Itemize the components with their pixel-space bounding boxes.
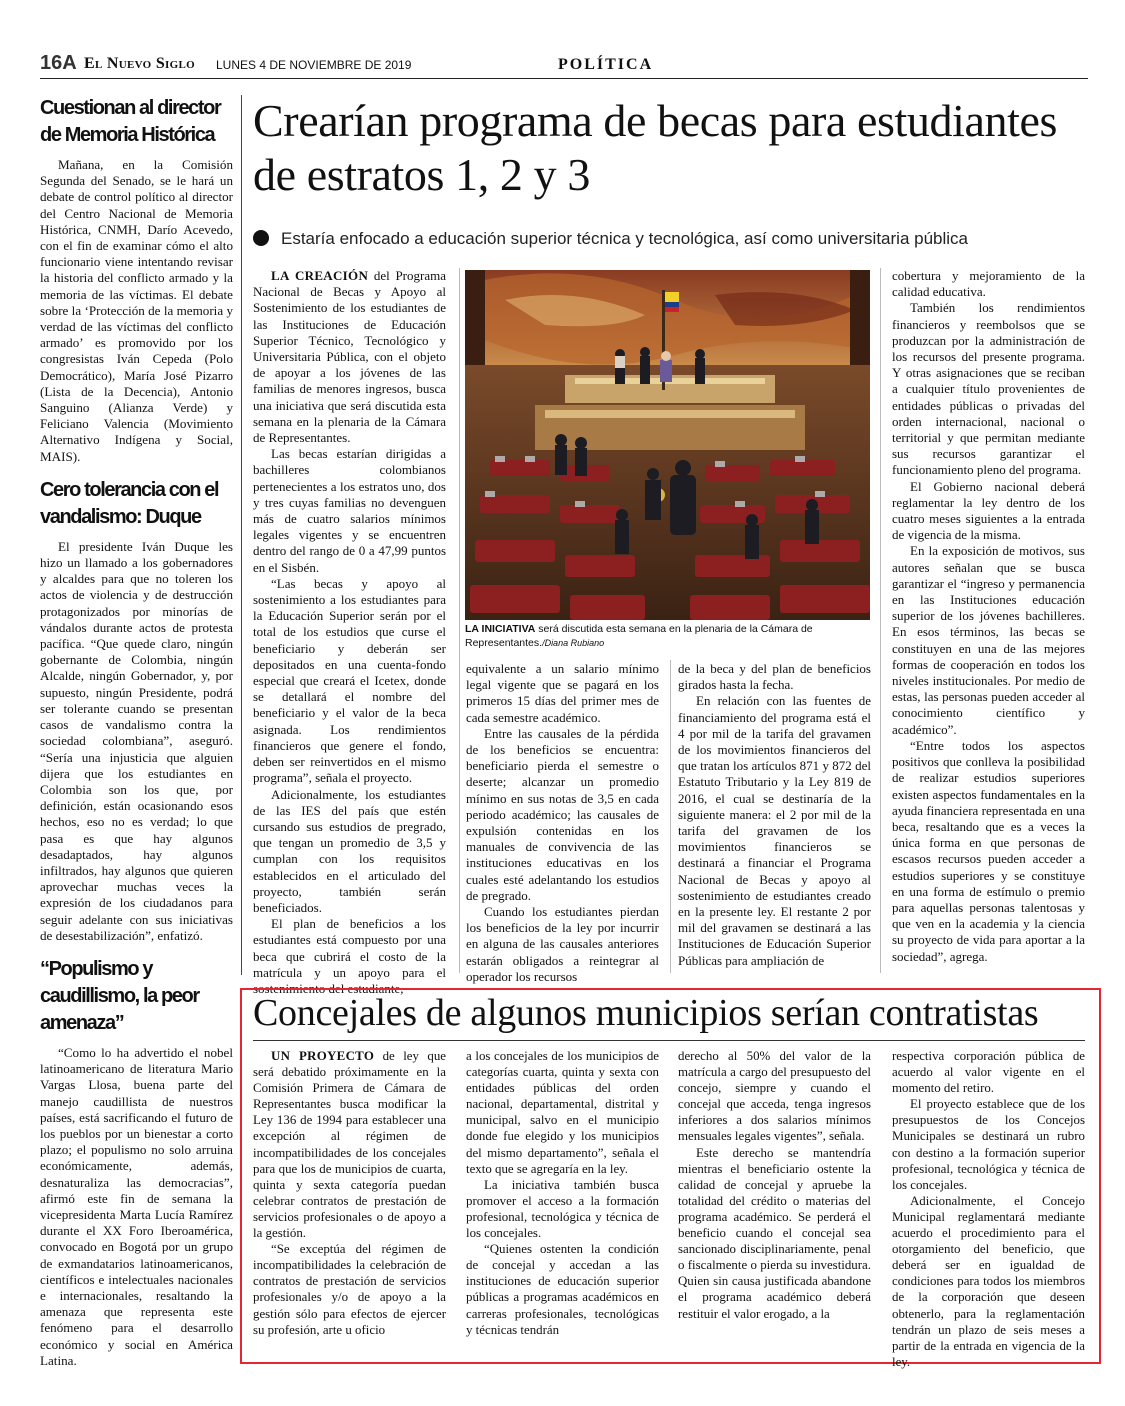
brief-headline: Cero tolerancia con el vandalismo: Duque bbox=[40, 478, 219, 528]
main-column-2 bbox=[466, 661, 659, 985]
photo-credit: /Diana Rubiano bbox=[542, 637, 605, 648]
paragraph: de ley que será debatido próximamente en la Comisión Primera de Cámara de Representantes busca modificar la Ley 136 de 1994 para establecer una excepción al régimen de incompatibilidades de los concejales para que los de municipios de cuarta, quinta y sexta categoría puedan celebrar contratos de prestación de servicios profesionales o de apoyo a la gestión. bbox=[253, 1049, 446, 1241]
brief bbox=[40, 956, 233, 1369]
lead-in: LA CREACIÓN bbox=[271, 268, 369, 283]
brief bbox=[40, 95, 233, 465]
main-deck bbox=[253, 229, 1088, 249]
paragraph: derecho al 50% del valor de la matrícula a cargo del presupuesto del concejo, siempre y cuando el concejal que acceda, tenga ingresos inferiores a dos salarios mínimos mensuales legales vigentes”, señala. bbox=[678, 1049, 871, 1144]
issue-date: LUNES 4 DE NOVIEMBRE DE 2019 bbox=[216, 58, 412, 72]
paragraph: También los rendimientos financieros y reembolsos que se produzcan por la administración de los recursos del presente programa. Y otras asignaciones que se reciban a cualquier título provenientes de entidades públicas o privadas del orden internacional, nacional o territorial y que permitan mediante sus recursos garantizar el funcionamiento pleno del programa. bbox=[892, 300, 1085, 478]
brief-headline: “Populismo y caudillismo, la peor amenaza” bbox=[40, 957, 199, 1034]
box-column-4 bbox=[892, 1048, 1085, 1370]
brief-body: Mañana, en la Comisión Segunda del Senado, se le hará un debate de control político al director del Centro Nacional de Memoria Histórica, CNMH, Darío Acevedo, con el fin de examinar cómo el alto funcionario viene intentando revisar la historia del conflicto armado y la memoria de las víctimas. El debate sobre la ‘Protección de la memoria y verdad de las víctimas del conflicto armado’ es promovido por los congresistas Iván Cepeda (Polo Democrático), María José Pizarro (Lista de la Decencia), Antonio Sanguino (Alianza Verde) y Feliciano Valencia (Movimiento Alternativo Indígena y Social, MAIS). bbox=[40, 157, 233, 464]
page-header bbox=[40, 52, 1088, 79]
paragraph: de la beca y del plan de beneficios girados hasta la fecha. bbox=[678, 661, 871, 693]
box-headline: Concejales de algunos municipios serían contratistas bbox=[253, 992, 1039, 1034]
paragraph: Adicionalmente, los estudiantes de las IES del país que estén cursando sus estudios de pregrado, que tengan un promedio de 3,5 y cumplan con los requisitos establecidos en el articulado del proyecto, también serán beneficiados. bbox=[253, 786, 446, 915]
box-column-3 bbox=[678, 1048, 871, 1322]
paragraph: Entre las causales de la pérdida de los beneficios se encuentra: beneficiario pierda el semestre o deserte; alcanzar un promedio mínimo en sus notas de 3,5 en cada periodo académico; las causales de expulsión contenidas en los manuales de convivencia de las instituciones educativas en los cuales esté adelantando los estudios de pregrado. bbox=[466, 725, 659, 903]
caption-lead: LA INICIATIVA bbox=[465, 623, 536, 635]
paragraph: “Entre todos los aspectos positivos que conlleva la posibilidad de realizar estudios superiores existen aspectos fundamentales en la ayuda financiera representada en una beca, resaltando que es a veces la única forma en que personas de escasos recursos pueden acceder a estudios superiores y se constituye en una forma de estímulo o premio para aquellas personas talentosas y que ven en la academia y la ciencia su proyecto de vida para aportar a la sociedad”, agrega. bbox=[892, 737, 1085, 964]
paragraph: Las becas estarían dirigidas a bachilleres colombianos pertenecientes a los estratos uno, dos y tres cuyas familias no devenguen más de cuatro salarios mínimos legales vigentes y se encuentren dentro del rango de 0 a 47,99 puntos en el Sisbén. bbox=[253, 446, 446, 575]
main-column-3 bbox=[678, 661, 871, 969]
paragraph: El plan de beneficios a los estudiantes está compuesto por una beca que cubrirá el costo de la matrícula y un apoyo para el sostenimiento del estudiante, bbox=[253, 916, 446, 996]
section-name: POLÍTICA bbox=[558, 56, 654, 73]
brief-headline: Cuestionan al director de Memoria Histórica bbox=[40, 97, 221, 146]
column-divider bbox=[880, 268, 881, 973]
paragraph: a los concejales de los municipios de categorías cuarta, quinta y sexta con entidades públicas del orden nacional, departamental, distrital y municipal, salvo en el municipio donde fue elegido y los municipios del mismo departamento”, señala el texto que se agregaría en la ley. bbox=[466, 1049, 659, 1176]
paragraph: En la exposición de motivos, sus autores señalan que se busca garantizar el “ingreso y permanencia en las Instituciones educación superior de los jóvenes bachilleres. En esos términos, las becas se constituyen en una de las mejores formas de cooperación en todos los niveles institucionales. Por medio de estas, las personas pueden acceder al conocimiento científico y académico”. bbox=[892, 543, 1085, 737]
congress-plenary-photo bbox=[465, 270, 870, 620]
paragraph: El Gobierno nacional deberá reglamentar la ley dentro de los cuatro meses siguientes a la entrada de vigencia de la misma. bbox=[892, 478, 1085, 543]
paragraph: “Quienes ostenten la condición de concejal y accedan a las instituciones de educación superior públicas a programas académicos en carreras profesionales, tecnológicas y técnicas tendrán bbox=[466, 1242, 659, 1337]
paragraph: La iniciativa también busca promover el acceso a la formación profesional, tecnológica y técnica de los concejales. bbox=[466, 1177, 659, 1241]
paragraph: del Programa Nacional de Becas y Apoyo al Sostenimiento de los estudiantes de las Instituciones de Educación Superior Técnico, Tecnológico y Universitaria Pública, con el objeto de apoyar a los jóvenes de las familias de menores ingresos, busca una iniciativa que será discutida esta semana en la plenaria de la Cámara de Representantes. bbox=[253, 268, 446, 446]
news-briefs-sidebar bbox=[40, 95, 233, 1381]
photo-caption bbox=[465, 623, 870, 650]
headline-rule bbox=[253, 1040, 1085, 1041]
column-divider bbox=[459, 268, 460, 973]
main-headline: Crearían programa de becas para estudiantes de estratos 1, 2 y 3 bbox=[253, 95, 1058, 200]
main-column-1 bbox=[253, 268, 446, 997]
deck-text: Estaría enfocado a educación superior técnica y tecnológica, así como universitaria pública bbox=[281, 229, 968, 248]
brief bbox=[40, 477, 233, 944]
column-divider bbox=[670, 660, 671, 973]
page-number: 16A bbox=[40, 52, 77, 74]
paragraph: “Las becas y apoyo al sostenimiento a los estudiantes para la Educación Superior serán por el total de los estudios que curse el beneficiario y deberán ser depositados en una cuenta-fondo especial que creará el Icetex, donde se detallará el nombre del beneficiario y el valor de la beca asignada. Los rendimientos financieros que genere el fondo, deben ser reinvertidos en el mismo programa”, señala el proyecto. bbox=[253, 575, 446, 786]
caption-text: será discutida esta semana en la plenaria de la Cámara de Representantes. bbox=[465, 623, 813, 649]
paragraph: Cuando los estudiantes pierdan los beneficios de la ley por incurrir en alguna de las causales anteriores estarán obligados a reintegrar al operador los recursos bbox=[466, 904, 659, 984]
box-column-2 bbox=[466, 1048, 659, 1338]
brief-body: El presidente Iván Duque les hizo un llamado a los gobernadores y alcaldes para que no toleren los actos de violencia y de destrucción protagonizados por minorías de vándalos durante actos de protesta pacífica. “Que quede claro, ningún gobernante de Colombia, ningún Alcalde, ningún Gobernador, y, por supuesto, ningún Presidente, podrá ser tolerante cuando se presentan casos de vandalismo contra la sociedad colombiana”, aseguró. “Sería una injusticia que alguien dijera que los estudiantes en Colombia son los que, por definición, están ocasionando esos hechos, eso no es verdad; lo que pasa es que hay algunos desadaptados, hay algunos infiltrados, hay algunos que quieren aprovechar muchas veces la expresión de los ciudadanos para seguir adelante con sus iniciativas de desestabilización”, enfatizó. bbox=[40, 538, 233, 943]
paragraph: respectiva corporación pública de acuerdo al valor vigente en el momento del retiro. bbox=[892, 1049, 1085, 1096]
brief-body: “Como lo ha advertido el nobel latinoamericano de literatura Mario Vargas Llosa, buena parte del manejo caudillista de nuestros países, está sacrificando el futuro de los pueblos por un bienestar a corto plazo; el populismo no solo arruina económicamente, además, desnaturaliza las democracias”, afirmó este fin de semana la vicepresidenta Marta Lucía Ramírez durante el XX Foro Iberoamérica, convocado en Bogotá por un grupo de exmandatarios latinoamericanos, científicos e intelectuales nacionales e internacionales, resaltando la amenaza que representa este fenómeno para el desarrollo económico y social en América Latina. bbox=[40, 1044, 233, 1368]
paragraph: El proyecto establece que de los presupuestos de los Concejos Municipales se destinará un rubro con destino a la formación superior profesional, tecnológica y técnica de los concejales. bbox=[892, 1097, 1085, 1192]
box-column-1 bbox=[253, 1048, 446, 1338]
paragraph: cobertura y mejoramiento de la calidad educativa. bbox=[892, 268, 1085, 300]
paragraph: En relación con las fuentes de financiamiento del programa está el 4 por mil de la tarifa del gravamen de los movimientos financieros del que tratan los artículos 871 y 872 del Estatuto Tributario y la Ley 819 de 2016, el cual se destinaría de la siguiente manera: el 2 por mil de la tarifa del gravamen de los movimientos financieros se destinará a financiar el Programa Nacional de Becas y apoyo al sostenimiento de estudiantes creado en la presente ley. El restante 2 por mil del gravamen se destinará a las Instituciones de Educación Superior Públicas para ampliación de bbox=[678, 693, 871, 968]
sidebar-divider bbox=[241, 95, 242, 975]
lead-in: UN PROYECTO bbox=[271, 1049, 375, 1063]
paragraph: equivalente a un salario mínimo legal vigente que se pagará en los primeros 15 días del primer mes de cada semestre académico. bbox=[466, 661, 659, 725]
paragraph: Este derecho se mantendría mientras el beneficiario ostente la calidad de concejal y apruebe la totalidad del crédito o materias del programa académico. Se perderá el beneficio cuando el concejal sea sancionado disciplinariamente, penal o fiscalmente o pierda su investidura. Quien sin causa justificada abandone el programa académico deberá restituir el valor erogado, a la bbox=[678, 1145, 871, 1321]
main-column-4 bbox=[892, 268, 1085, 965]
bullet-icon bbox=[253, 230, 269, 246]
paragraph: “Se exceptúa del régimen de incompatibilidades la celebración de contratos de prestación de servicios profesionales y/o de apoyo a la gestión sólo para efectos de ejercer su profesión, arte u oficio bbox=[253, 1242, 446, 1337]
paragraph: Adicionalmente, el Concejo Municipal reglamentará mediante acuerdo el procedimiento para el otorgamiento del beneficio, que deberá ser en igualdad de condiciones para todos los miembros de la corporación que deseen obtenerlo, para la reglamentación tendrán un plazo de seis meses a partir de la entrada en vigencia de la ley. bbox=[892, 1193, 1085, 1369]
newspaper-name: El Nuevo Siglo bbox=[84, 55, 195, 72]
